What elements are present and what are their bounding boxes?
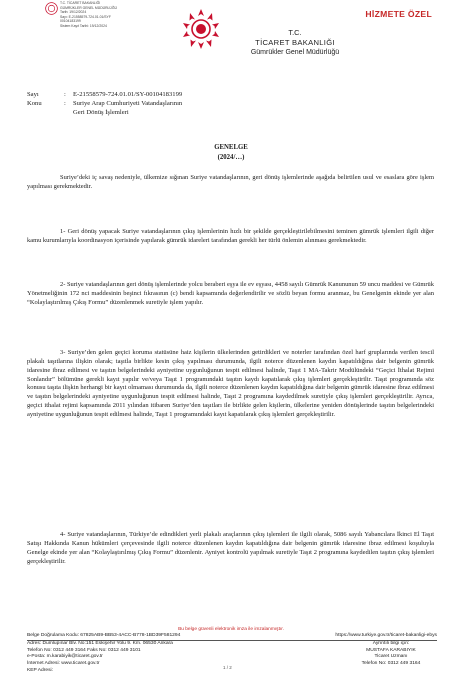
- web-line[interactable]: İnternet Adresi: www.ticaret.gov.tr: [27, 661, 100, 667]
- verification-code: Belge Doğrulama Kodu: 67825AB9-BB53-4ACC-B778-1BD39F581294: [27, 633, 181, 638]
- verification-url[interactable]: https://www.turkiye.gov.tr/ticaret-bakanligi-ebys: [335, 633, 437, 638]
- stamp-line: 00104183199: [60, 19, 81, 24]
- contact-phone: Telefon No: 0312 449 3164: [361, 661, 421, 667]
- document-meta: [27, 91, 182, 117]
- page-number: 1 / 2: [223, 665, 232, 670]
- konu-value-continued: Geri Dönüş İşlemleri: [73, 108, 129, 116]
- title-number: (2024/…): [217, 154, 245, 161]
- article-3-paragraph: 3- Suriye’den gelen geçici koruma statüsüne haiz kişilerin ülkelerinden getirdikleri ve noterler tarafından özel harf gruplarında verilen tescil plakalı taşıtlarına ilişkin olarak; taşıtla birlikte kesin çıkış yapılması durumunda, ilgili noterce düzenlenen kaydın kapatıldığına dair belgenin gümrük idaresine ibraz edilmesi ve taşıtın belgelerindeki ayniyetine uygunluğunun tespit edilmesi halinde, Taşıt 1 MA-Takrir Modülündeki “Geçici İthalat Rejimi Sonlandır” bölümüne gerekli kayıt yapılır ve/veya Taşıt 1 programındaki taşıtın kaydı kapatılarak çıkış işlemleri gerçekleştirilir. Taşıt programında söz konusu taşıta ilişkin herhangi bir kayıt olmaması durumunda da, ilgili noterce düzenlenen kaydın kapatıldığına dair belgenin gümrük idaresine ibraz edilmesi ve taşıtın belgelerindeki ayniyetine uygunluğunun tespit edilmesi halinde, Taşıt 2 programına kaydedilmek suretiyle çıkış işlemleri gerçekleştirilir. Ayrıca, geçici ithalat rejimi kapsamında 2011 yılından itibaren Suriye’den taşıtları ile birlikte gelen kişilerin, ülkelerine yeniden dönüşlerinde taşıtın belgelerindeki ayniyetine uygunluğunun tespit edilmesi halinde, Taşıt 1 programındaki kayıt kapatılarak çıkış işlemleri gerçekleştirilir.: [27, 349, 434, 418]
- sayi-row: [27, 91, 182, 100]
- ministry-emblem-small-icon: [45, 2, 58, 15]
- phone-line: Telefon No: 0312 449 3164 Faks No: 0312 449 3101: [27, 647, 141, 653]
- letterhead: [210, 28, 380, 58]
- info-label: Ayrıntılı bilgi için:: [372, 641, 410, 646]
- ministry-name: TİCARET BAKANLIĞI: [255, 38, 335, 47]
- sayi-label: Sayı: [27, 91, 39, 98]
- konu-row: [27, 100, 182, 109]
- esign-note: Bu belge güvenli elektronik imza ile imzalanmıştır.: [178, 627, 284, 632]
- article-1-paragraph: 1- Geri dönüş yapacak Suriye vatandaşlarının çıkış işlemlerinin hızlı bir şekilde gerçekleştirilebilmesini teminen gümrük işlemleri ilgili diğer kamu kurumlarıyla koordinasyon içerisinde yapılarak gümrük idareleri tarafından gerekli her türlü önlemin alınması gerekmektedir.: [27, 228, 434, 244]
- classification-label: HİZMETE ÖZEL: [365, 9, 432, 19]
- document-title: [0, 143, 462, 163]
- stamp-line: GÜMRÜKLER GENEL MÜDÜRLÜĞÜ: [60, 5, 117, 10]
- stamp-line: Tarih: 19/12/2024: [60, 10, 87, 15]
- konu-label: Konu: [27, 99, 42, 107]
- stamp-line: Sistem Kayıt Tarihi: 19/12/2024: [60, 23, 107, 28]
- stamp-line: T.C. TİCARET BAKANLIĞI: [60, 1, 101, 5]
- colon: :: [64, 99, 66, 107]
- contact-block: [27, 641, 173, 675]
- country-abbreviation: T.C.: [288, 28, 302, 37]
- article-4-paragraph: 4- Suriye vatandaşlarının, Türkiye’de edindikleri yerli plakalı araçlarının çıkış işlemleri ile ilgili olarak, 5086 sayılı Yabancılara İkinci El Taşıt Satışı Hakkında Kanun hükümleri çerçevesinde ilgili noterce düzenlenen kaydın kapatıldığına dair belgenin gümrük idaresine ibraz edilmesi koşuluyla Genelge ekinde yer alan “Kolaylaştırılmış Çıkış Formu” düzenlenir. Ayniyet kontrolü yapılmak suretiyle Taşıt 2 programına kaydedilen taşıtın çıkış işlemleri gerçekleştirilir.: [27, 531, 434, 565]
- title-line: GENELGE: [214, 144, 248, 151]
- sayi-value: E-21558579-724.01.01/SY-00104183199: [73, 91, 183, 98]
- intro-paragraph: Suriye’deki iç savaş nedeniyle, ülkemize sığınan Suriye vatandaşlarının, geri dönüş işlemlerinde aşağıda belirtilen usul ve esaslara göre işlem yapılması gerekmektedir.: [27, 174, 434, 190]
- stamp-line: Sayı: E-21558579-724.01.01/SYF: [60, 14, 111, 19]
- directorate-name: Gümrükler Genel Müdürlüğü: [250, 49, 340, 56]
- registry-stamp: [60, 1, 142, 29]
- contact-person-block: [345, 641, 437, 668]
- address-line: Adres: Dumlupınar Blv. No:151 Eskişehir Yolu 9. Km. 06530 Ankara: [27, 641, 173, 646]
- contact-name: MUSTAFA KARABIYIK: [366, 647, 416, 653]
- email-line[interactable]: e-Posta: m.karabiyik@ticaret.gov.tr: [27, 654, 103, 660]
- konu-row-2: [27, 109, 182, 118]
- verification-row: [27, 633, 437, 638]
- kep-line: KEP Adresi:: [27, 667, 54, 673]
- konu-value: Suriye Arap Cumhuriyeti Vatandaşlarının: [73, 99, 183, 107]
- colon: :: [64, 91, 66, 98]
- contact-title: Ticaret Uzmanı: [374, 654, 408, 660]
- article-2-paragraph: 2- Suriye vatandaşlarının geri dönüş işlemlerinde yolcu beraberi eşya ile ev eşyası, 4458 sayılı Gümrük Kanununun 59 uncu maddesi ve Gümrük Yönetmeliğinin 172 nci maddesinin beşinci fıkrasının (c) bendi kapsamında değerlendirilir ve sözlü beyan formu aranmaz, bu Genelgenin ekinde yer alan “Kolaylaştırılmış Çıkış Formu” düzenlenmek suretiyle işlem yapılır.: [27, 281, 434, 306]
